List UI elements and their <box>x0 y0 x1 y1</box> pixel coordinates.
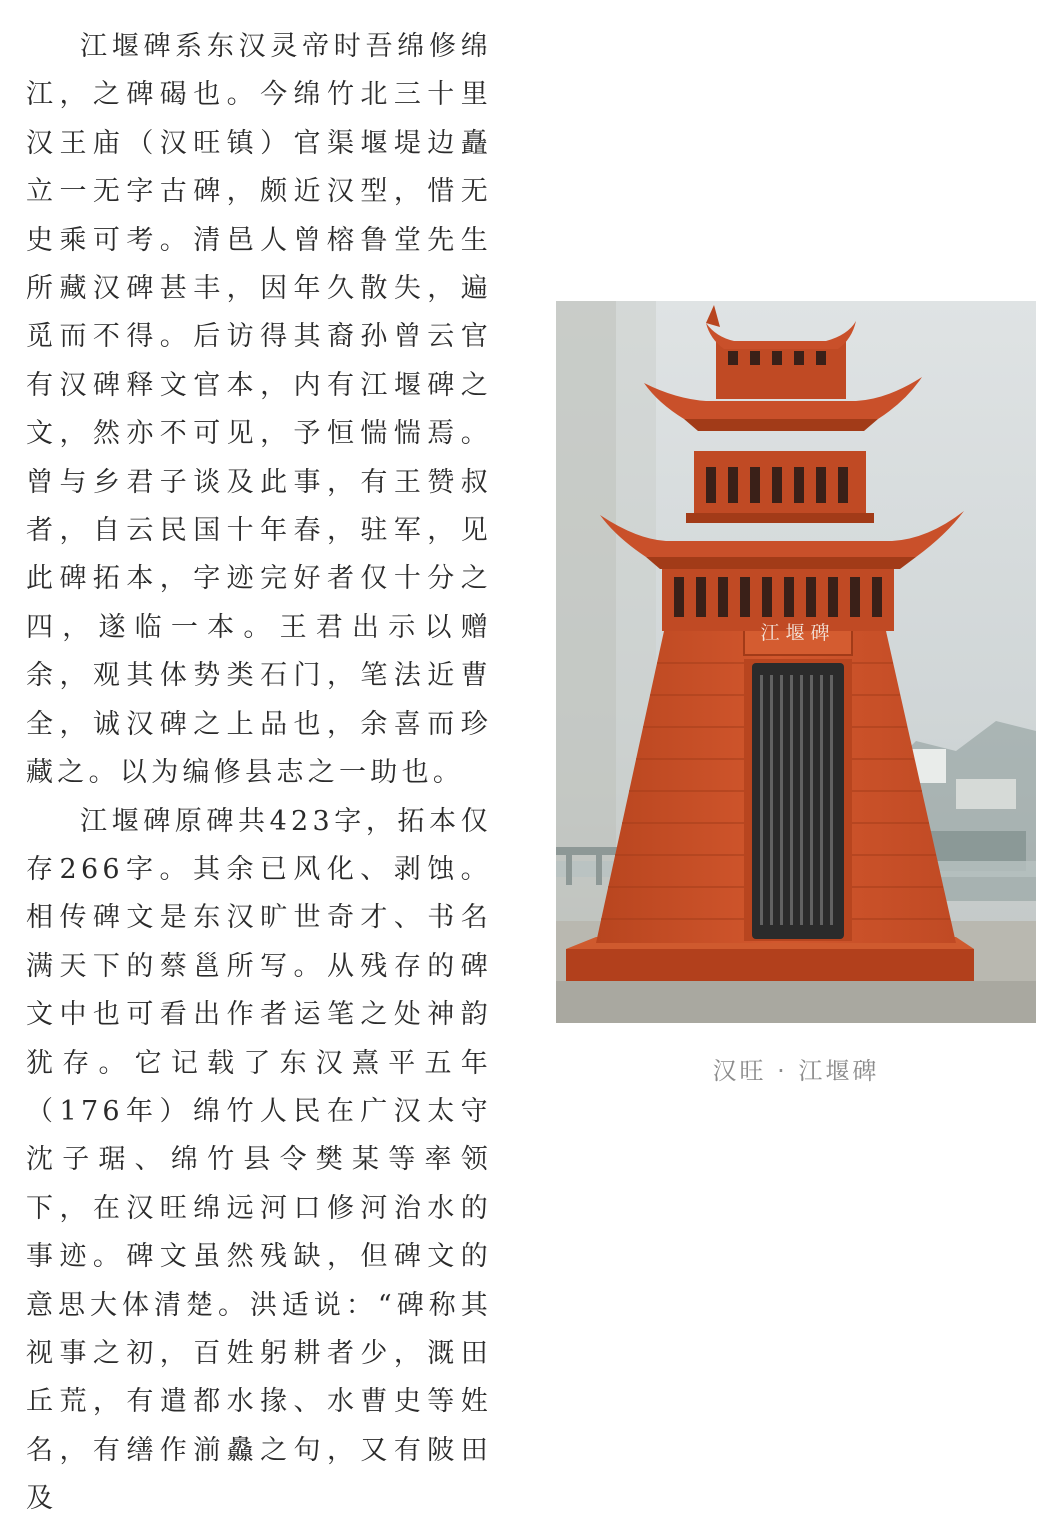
monument-photo <box>556 301 1036 1023</box>
monument-plaque-text: 江堰碑 <box>760 622 836 644</box>
figure-caption: 汉旺 · 江堰碑 <box>712 1057 880 1085</box>
article-paragraph-1: 江堰碑系东汉灵帝时吾绵修绵江，之碑碣也。今绵竹北三十里汉王庙（汉旺镇）官渠堰堤边矗立一无字古碑，颇近汉型，惜无史乘可考。清邑人曾榕鲁堂先生所藏汉碑甚丰，因年久散失，遍觅而不得。后访得其裔孙曾云官有汉碑释文官本，内有江堰碑之文，然亦不可见，予恒惴惴焉。曾与乡君子谈及此事，有王赞叔者，自云民国十年春，驻军，见此碑拓本，字迹完好者仅十分之四，遂临一本。王君出示以赠余，观其体势类石门，笔法近曹全，诚汉碑之上品也，余喜而珍藏之。以为编修县志之一助也。 <box>26 31 492 789</box>
article-body <box>26 23 492 1524</box>
article-paragraph-2: 江堰碑原碑共423字，拓本仅存266字。其余已风化、剥蚀。相传碑文是东汉旷世奇才、书名满天下的蔡邕所写。从残存的碑文中也可看出作者运笔之处神韵犹存。它记载了东汉熹平五年（176年）绵竹人民在广汉太守沈子琚、绵竹县令樊某等率领下，在汉旺绵远河口修河治水的事迹。碑文虽然残缺，但碑文的意思大体清楚。洪适说：“碑称其视事之初，百姓躬耕者少，溉田丘荒，有遣都水掾、水曹史等姓名，有缮作湔灥之句，又有陂田及 <box>26 805 492 1515</box>
